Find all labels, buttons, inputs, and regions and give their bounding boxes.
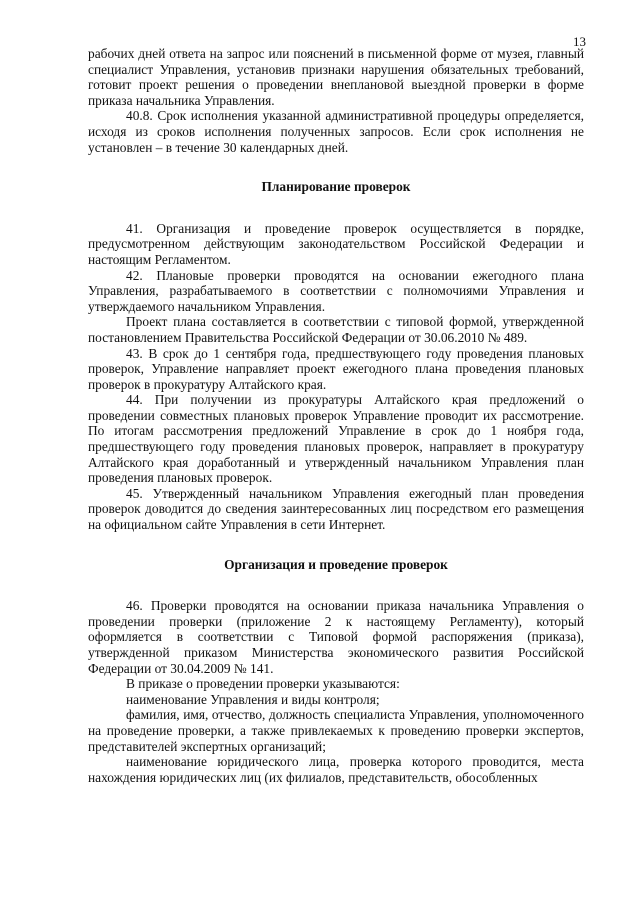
section-heading-organization: Организация и проведение проверок xyxy=(224,556,448,572)
paragraph: Проект плана составляется в соответствии с типовой формой, утвержденной постановлением Правительства Российской Федерации от 30.06.2010 № 489. xyxy=(88,314,584,345)
paragraph: рабочих дней ответа на запрос или пояснений в письменной форме от музея, главный специалист Управления, установив признаки нарушения обязательных требований, готовит проект решения о проведении внеплановой выездной проверки в форме приказа начальника Управления. xyxy=(88,46,584,108)
paragraph: В приказе о проведении проверки указываются: xyxy=(126,676,400,692)
paragraph: 40.8. Срок исполнения указанной административной процедуры определяется, исходя из сроков исполнения полученных запросов. Если срок исполнения не установлен – в течение 30 календарных дней. xyxy=(88,108,584,155)
paragraph: наименование Управления и виды контроля; xyxy=(126,691,380,707)
paragraph: 45. Утвержденный начальником Управления ежегодный план проведения проверок доводится до сведения заинтересованных лиц посредством его размещения на официальном сайте Управления в сети Интернет. xyxy=(88,485,584,533)
paragraph: фамилия, имя, отчество, должность специалиста Управления, уполномоченного на проведение проверки, а также привлекаемых к проведению проверки экспертов, представителей экспертных организаций; xyxy=(88,707,584,754)
page-number: 13 xyxy=(573,34,586,49)
paragraph: 44. При получении из прокуратуры Алтайского края предложений о проведении совместных плановых проверок Управление проводит их рассмотрение. По итогам рассмотрения предложений Управление в срок до 1 ноября года, предшествующего году проведения плановых проверок, направляет в прокуратуру Алтайского края доработанный и утвержденный начальником Управления план проведения плановых проверок. xyxy=(88,392,584,486)
paragraph: 43. В срок до 1 сентября года, предшествующего году проведения плановых проверок, Управление направляет проект ежегодного плана проведения плановых проверок в прокуратуру Алтайского края. xyxy=(88,345,584,392)
paragraph: 41. Организация и проведение проверок осуществляется в порядке, предусмотренном действующим законодательством Российской Федерации и настоящим Регламентом. xyxy=(88,220,584,267)
paragraph: 46. Проверки проводятся на основании приказа начальника Управления о проведении проверки (приложение 2 к настоящему Регламенту), который оформляется в соответствии с Типовой формой распоряжения (приказа), утвержденной приказом Министерства экономического развития Российской Федерации от 30.04.2009 № 141. xyxy=(88,598,584,676)
section-heading-planning: Планирование проверок xyxy=(261,179,411,195)
paragraph: наименование юридического лица, проверка которого проводится, места нахождения юридических лиц (их филиалов, представительств, обособленных xyxy=(88,754,584,785)
document-body xyxy=(88,46,584,785)
paragraph: 42. Плановые проверки проводятся на основании ежегодного плана Управления, разрабатываемого в соответствии с полномочиями Управления и утверждаемого начальником Управления. xyxy=(88,267,584,314)
